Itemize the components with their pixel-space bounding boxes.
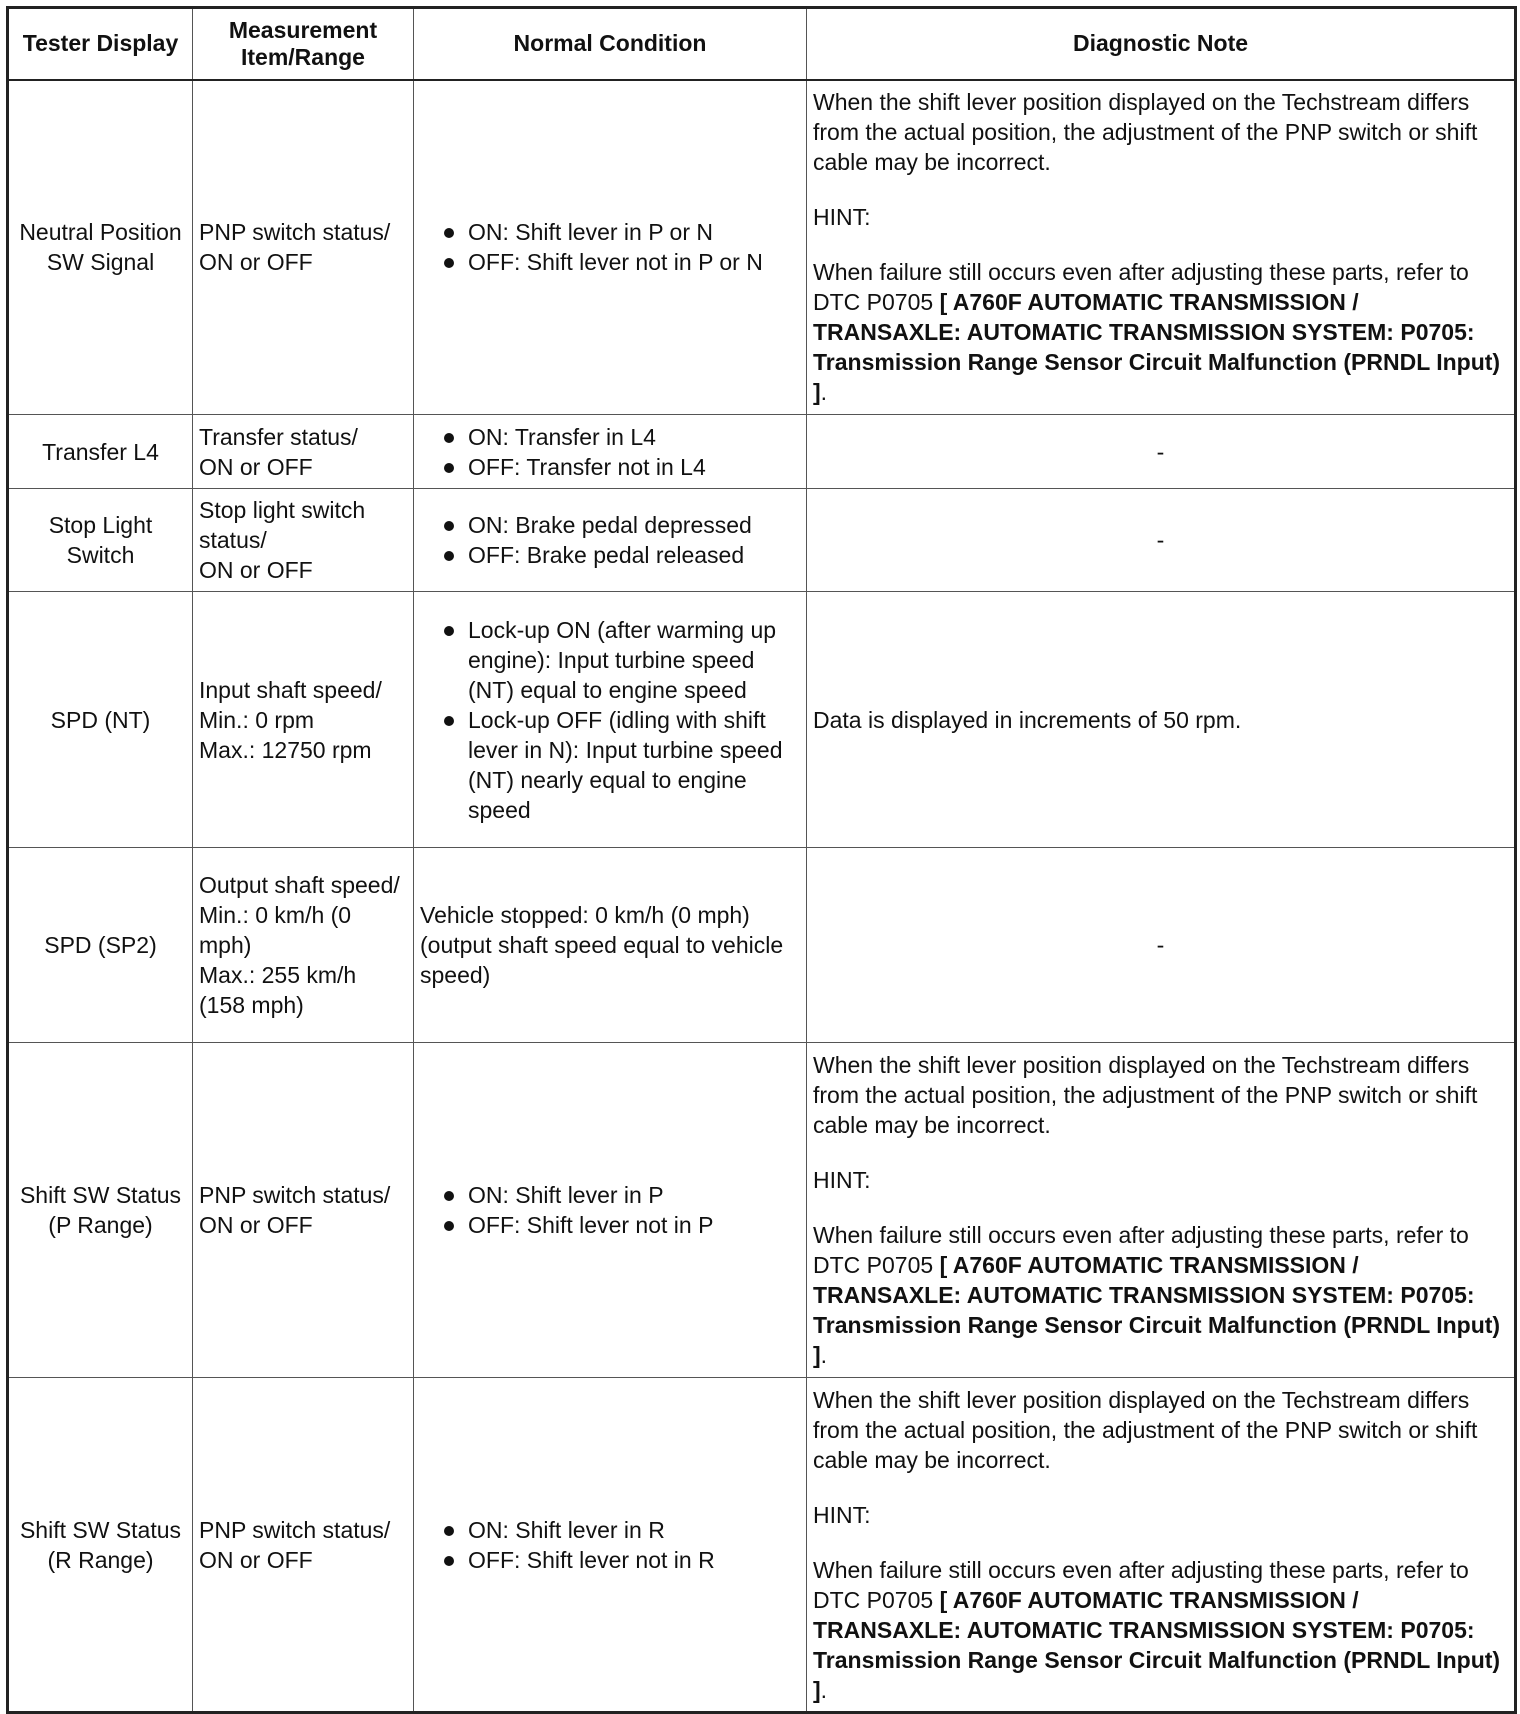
header-tester-display: Tester Display (8, 8, 193, 80)
table-row (8, 592, 1516, 848)
measurement-line: Max.: 12750 rpm (199, 736, 372, 763)
measurement-line: Min.: 0 rpm (199, 706, 315, 733)
measurement-line: ON or OFF (199, 1212, 313, 1238)
condition-item: ON: Brake pedal depressed (420, 510, 800, 540)
measurement-line: Min.: 0 km/h (0 mph) (199, 902, 352, 958)
condition-list (420, 422, 800, 482)
condition-item: OFF: Transfer not in L4 (420, 452, 800, 482)
measurement-cell (193, 489, 414, 592)
header-measurement: Measurement Item/Range (193, 8, 414, 80)
tester-display-cell: Neutral Position SW Signal (8, 80, 193, 415)
measurement-line: PNP switch status/ (199, 1182, 391, 1208)
measurement-line: ON or OFF (199, 557, 313, 583)
diagnostic-note-cell (807, 1378, 1516, 1713)
note-refer-text: When failure still occurs even after adjusting these parts, refer to DTC P0705 (813, 1556, 1469, 1613)
tester-display-cell: Shift SW Status (R Range) (8, 1378, 193, 1713)
measurement-line: Output shaft speed/ (199, 872, 400, 898)
dtc-reference-link[interactable]: [ A760F AUTOMATIC TRANSMISSION / TRANSAXLE: AUTOMATIC TRANSMISSION SYSTEM: P0705: Transmission Range Sensor Circuit Malfunction (PRNDL Input) ] (813, 1586, 1501, 1703)
normal-condition-cell (414, 489, 807, 592)
table-row (8, 489, 1516, 592)
condition-item: ON: Transfer in L4 (420, 422, 800, 452)
note-end: . (820, 1342, 828, 1368)
tester-display-cell: SPD (NT) (8, 592, 193, 848)
condition-item: Lock-up OFF (idling with shift lever in N): Input turbine speed (NT) nearly equal to engine speed (420, 705, 800, 825)
condition-item: ON: Shift lever in R (420, 1515, 800, 1545)
measurement-line: Max.: 255 km/h (158 mph) (199, 962, 357, 1018)
table-row (8, 848, 1516, 1043)
condition-item: OFF: Brake pedal released (420, 540, 800, 570)
header-row (8, 8, 1516, 80)
normal-condition-cell: Vehicle stopped: 0 km/h (0 mph) (output shaft speed equal to vehicle speed) (414, 848, 807, 1043)
table-row (8, 1378, 1516, 1713)
condition-list (420, 217, 800, 277)
note-hint: HINT: (813, 1167, 871, 1193)
diagnostic-note-cell: - (807, 489, 1516, 592)
note-paragraph (813, 1220, 1508, 1370)
note-refer-text: When failure still occurs even after adjusting these parts, refer to DTC P0705 (813, 1222, 1469, 1278)
measurement-line: ON or OFF (199, 1546, 313, 1573)
measurement-line: PNP switch status/ (199, 1516, 391, 1543)
note-refer-text: When failure still occurs even after adjusting these parts, refer to DTC P0705 (813, 259, 1469, 316)
measurement-cell (193, 415, 414, 489)
condition-item: OFF: Shift lever not in P or N (420, 247, 800, 277)
measurement-line: ON or OFF (199, 249, 313, 276)
diagnostic-note-cell: Data is displayed in increments of 50 rpm. (807, 592, 1516, 848)
condition-list (420, 1180, 800, 1240)
dtc-reference-link[interactable]: [ A760F AUTOMATIC TRANSMISSION / TRANSAXLE: AUTOMATIC TRANSMISSION SYSTEM: P0705: Transmission Range Sensor Circuit Malfunction (PRNDL Input) ] (813, 289, 1501, 406)
tester-display-cell: SPD (SP2) (8, 848, 193, 1043)
diagnostic-note-cell: - (807, 848, 1516, 1043)
table-row (8, 80, 1516, 415)
normal-condition-cell (414, 1043, 807, 1378)
dtc-reference-link[interactable]: [ A760F AUTOMATIC TRANSMISSION / TRANSAXLE: AUTOMATIC TRANSMISSION SYSTEM: P0705: Transmission Range Sensor Circuit Malfunction (PRNDL Input) ] (813, 1252, 1501, 1368)
header-diagnostic-note: Diagnostic Note (807, 8, 1516, 80)
measurement-line: Transfer status/ (199, 423, 358, 450)
normal-condition-cell (414, 80, 807, 415)
condition-list (420, 615, 800, 825)
normal-condition-cell (414, 592, 807, 848)
tester-display-cell: Shift SW Status (P Range) (8, 1043, 193, 1378)
tester-display-cell: Stop Light Switch (8, 489, 193, 592)
table-row (8, 1043, 1516, 1378)
condition-list (420, 1515, 800, 1575)
note-paragraph (813, 1555, 1508, 1705)
condition-item: OFF: Shift lever not in R (420, 1545, 800, 1575)
diagnostic-note-cell (807, 80, 1516, 415)
condition-item: Lock-up ON (after warming up engine): Input turbine speed (NT) equal to engine speed (420, 615, 800, 705)
note-paragraph: When the shift lever position displayed on the Techstream differs from the actual position, the adjustment of the PNP switch or shift cable may be incorrect. (813, 89, 1478, 176)
measurement-cell (193, 1378, 414, 1713)
measurement-cell (193, 80, 414, 415)
measurement-cell (193, 848, 414, 1043)
table-row (8, 415, 1516, 489)
note-end: . (820, 379, 828, 406)
measurement-cell (193, 592, 414, 848)
note-paragraph: When the shift lever position displayed on the Techstream differs from the actual position, the adjustment of the PNP switch or shift cable may be incorrect. (813, 1386, 1478, 1473)
measurement-line: ON or OFF (199, 453, 313, 480)
tester-display-cell: Transfer L4 (8, 415, 193, 489)
measurement-line: Input shaft speed/ (199, 676, 382, 703)
note-end: . (820, 1676, 828, 1703)
condition-item: ON: Shift lever in P or N (420, 217, 800, 247)
note-hint: HINT: (813, 1501, 871, 1528)
measurement-line: Stop light switch status/ (199, 497, 366, 553)
header-normal-condition: Normal Condition (414, 8, 807, 80)
condition-list (420, 510, 800, 570)
note-paragraph: When the shift lever position displayed on the Techstream differs from the actual position, the adjustment of the PNP switch or shift cable may be incorrect. (813, 1052, 1478, 1138)
condition-item: OFF: Shift lever not in P (420, 1210, 800, 1240)
note-paragraph (813, 257, 1508, 407)
condition-item: ON: Shift lever in P (420, 1180, 800, 1210)
measurement-line: PNP switch status/ (199, 219, 391, 246)
note-hint: HINT: (813, 204, 871, 231)
normal-condition-cell (414, 415, 807, 489)
normal-condition-cell (414, 1378, 807, 1713)
measurement-cell (193, 1043, 414, 1378)
diagnostic-note-cell: - (807, 415, 1516, 489)
data-list-table (6, 6, 1517, 1714)
diagnostic-note-cell (807, 1043, 1516, 1378)
